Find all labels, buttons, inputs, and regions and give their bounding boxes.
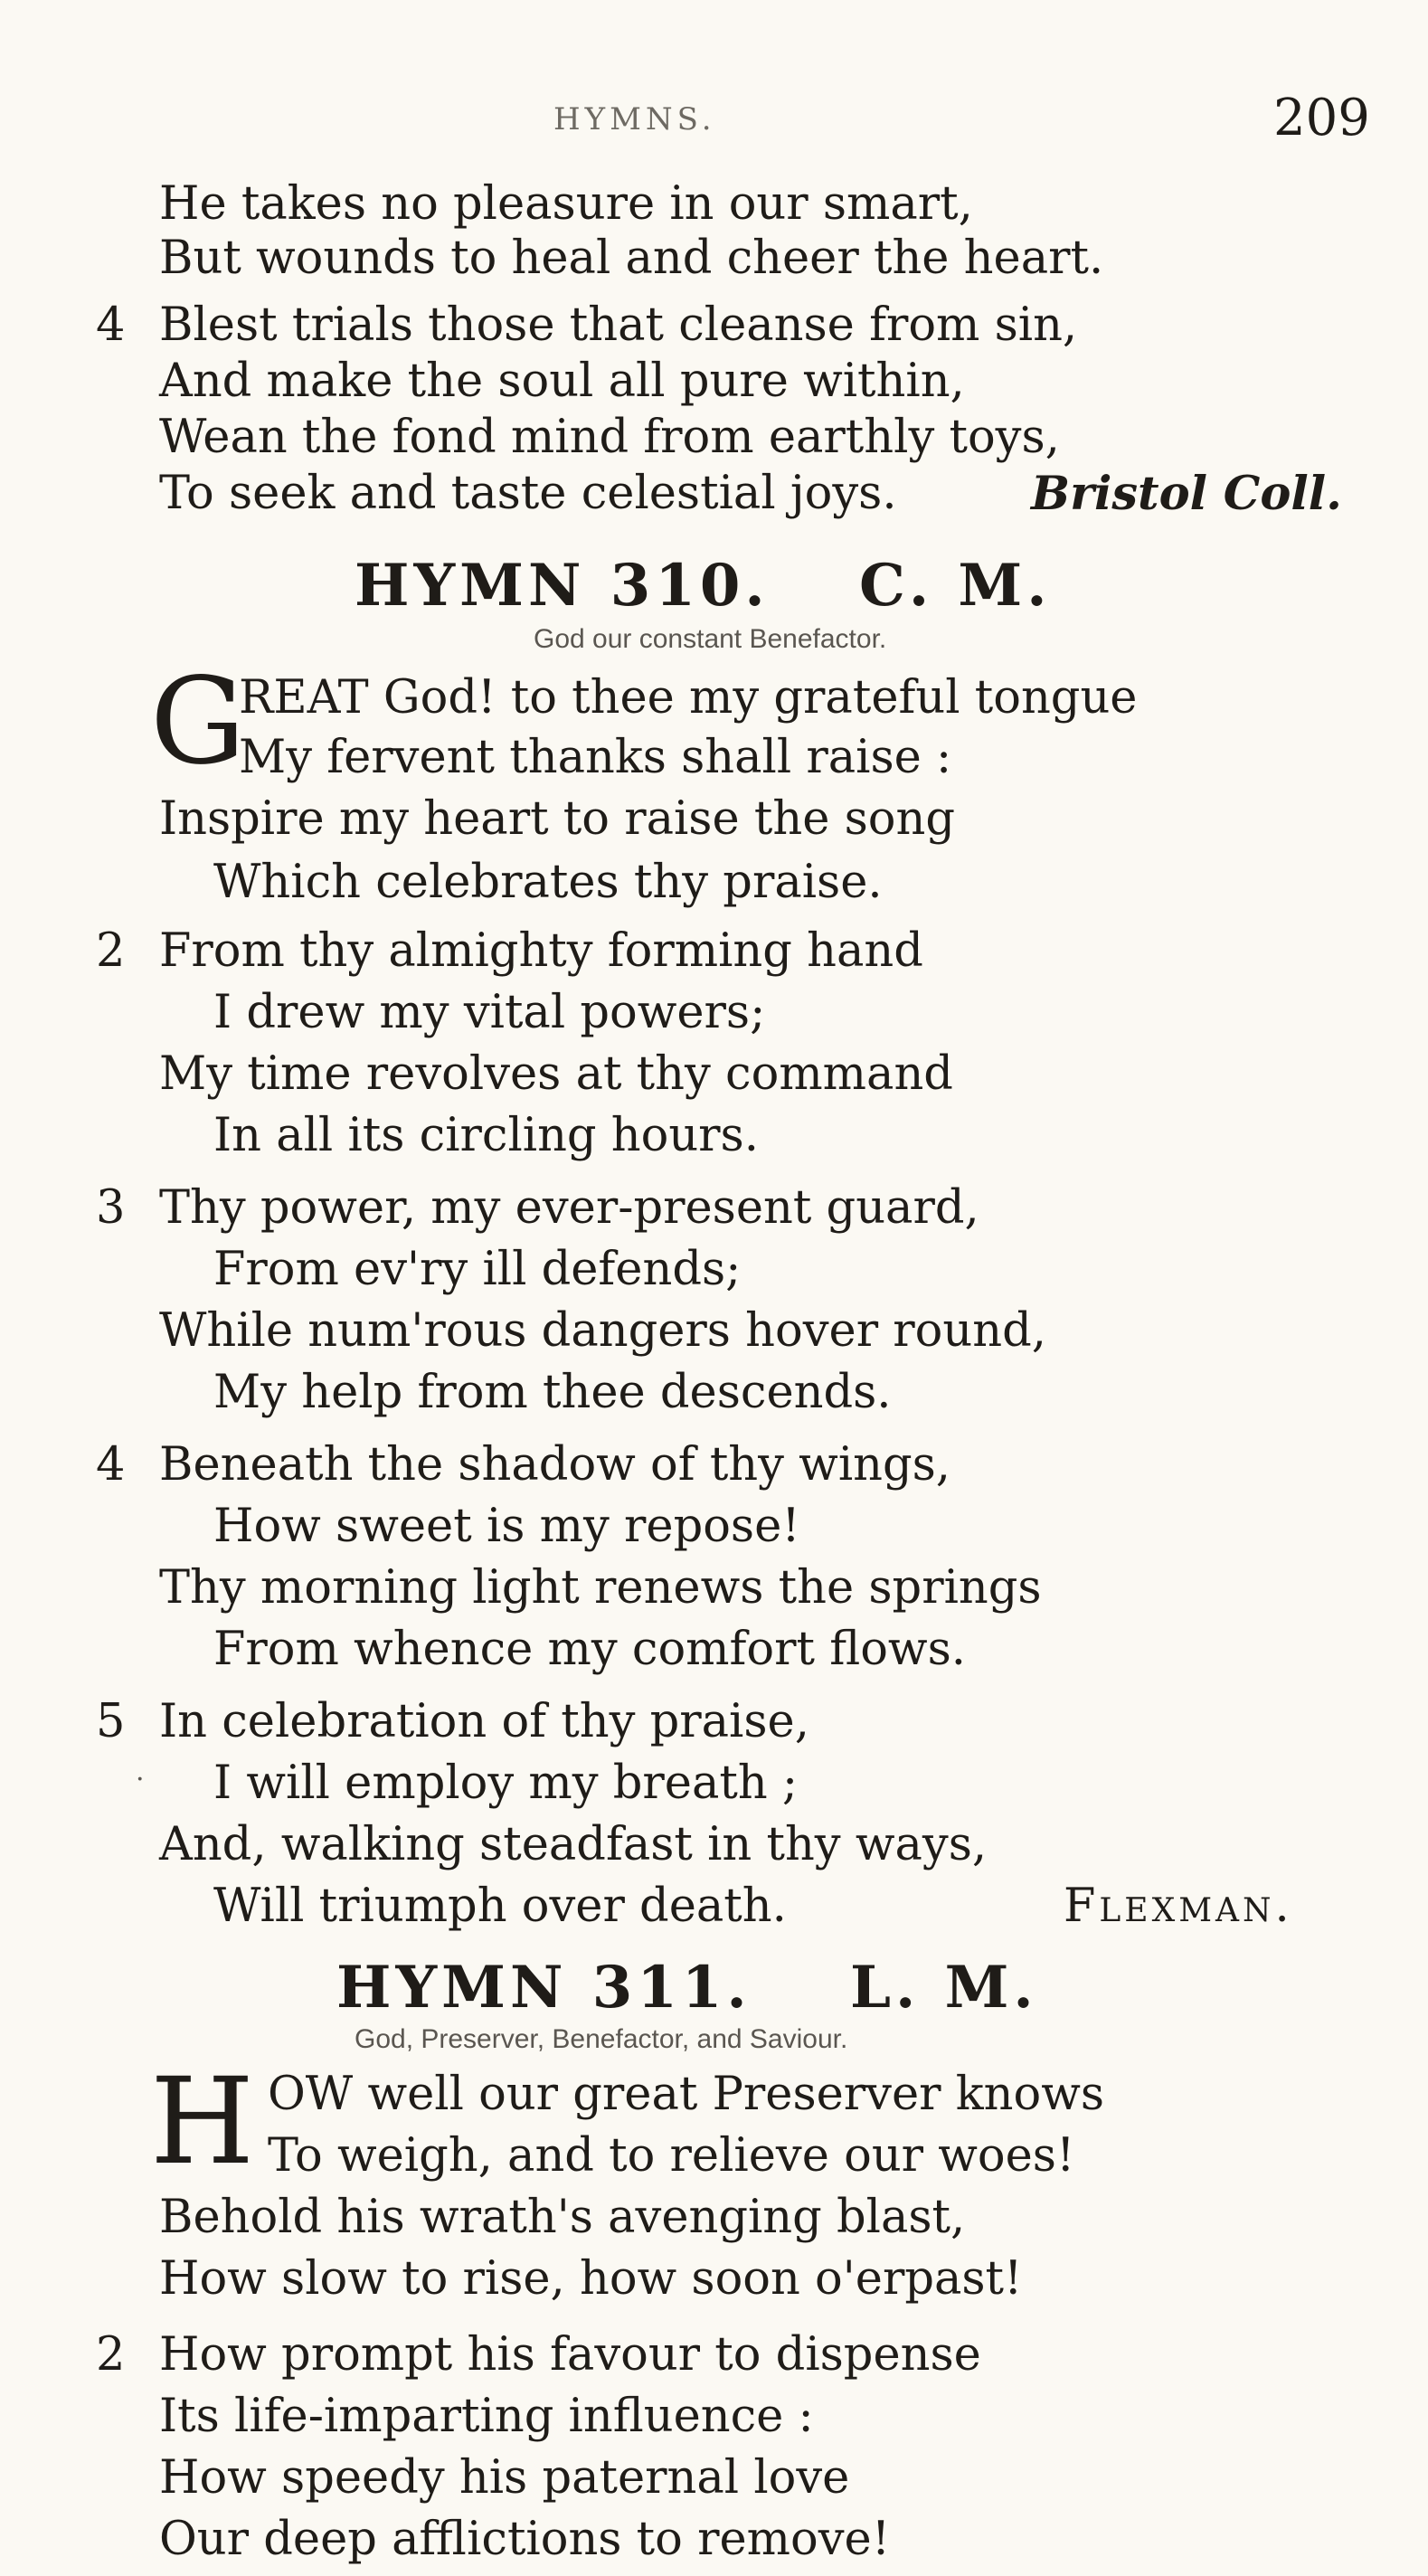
verse-line: My time revolves at thy command <box>159 1047 953 1101</box>
verse-line: To seek and taste celestial joys. <box>159 467 897 520</box>
stanza-number: 3 <box>96 1181 126 1235</box>
page-number: 209 <box>1273 89 1370 147</box>
stanza-number: 5 <box>96 1695 126 1748</box>
verse-line: Beneath the shadow of thy wings, <box>159 1438 951 1492</box>
verse-line: Will triumph over death. <box>213 1880 787 1933</box>
stanza-number: 2 <box>96 2328 126 2382</box>
hymn-title: HYMN 310. <box>355 552 770 620</box>
attribution: Bristol Coll. <box>1031 467 1342 521</box>
hymn-title: HYMN 311. <box>336 1954 752 2022</box>
stanza-number: 4 <box>96 298 126 352</box>
verse-line: While num'rous dangers hover round, <box>159 1304 1046 1358</box>
drop-cap: G <box>150 652 246 791</box>
verse-line: To weigh, and to relieve our woes! <box>268 2129 1075 2183</box>
verse-line: Blest trials those that cleanse from sin, <box>159 298 1078 352</box>
verse-line: Its life-imparting influence : <box>159 2390 814 2443</box>
attribution: Flexman. <box>1064 1880 1293 1933</box>
verse-line: And, walking steadfast in thy ways, <box>159 1818 988 1871</box>
verse-line: From whence my comfort flows. <box>213 1623 966 1676</box>
stanza-number: 2 <box>96 924 126 978</box>
verse-line: How prompt his favour to dispense <box>159 2328 981 2382</box>
verse-line: How speedy his paternal love <box>159 2451 850 2505</box>
verse-line: OW well our great Preserver knows <box>268 2068 1105 2121</box>
hymn-meter: L. M. <box>850 1954 1038 2022</box>
verse-line: I drew my vital powers; <box>213 986 766 1039</box>
hymn-subtitle: God, Preserver, Benefactor, and Saviour. <box>355 2024 848 2054</box>
hymn-meter: C. M. <box>859 552 1052 620</box>
verse-line: How sweet is my repose! <box>213 1500 800 1553</box>
verse-line: But wounds to heal and cheer the heart. <box>159 232 1104 285</box>
verse-line: From thy almighty forming hand <box>159 924 923 978</box>
verse-line: Thy morning light renews the springs <box>159 1561 1042 1615</box>
verse-line: Our deep afflictions to remove! <box>159 2513 891 2566</box>
verse-line: Thy power, my ever-present guard, <box>159 1181 979 1235</box>
stanza-number: 4 <box>96 1438 126 1492</box>
verse-line: From ev'ry ill defends; <box>213 1243 742 1296</box>
verse-line: Which celebrates thy praise. <box>213 856 883 909</box>
stray-mark: · <box>136 1764 145 1795</box>
verse-line: My help from thee descends. <box>213 1366 892 1419</box>
verse-line: And make the soul all pure within, <box>159 355 965 408</box>
verse-line: How slow to rise, how soon o'erpast! <box>159 2252 1023 2306</box>
running-title: HYMNS. <box>553 101 716 137</box>
verse-line: In all its circling hours. <box>213 1109 759 1162</box>
verse-line: REAT God! to thee my grateful tongue <box>239 671 1138 724</box>
verse-line: Behold his wrath's avenging blast, <box>159 2191 966 2244</box>
verse-line: Inspire my heart to raise the song <box>159 792 955 846</box>
hymn-subtitle: God our constant Benefactor. <box>534 624 887 654</box>
drop-cap: H <box>150 2052 255 2192</box>
verse-line: My fervent thanks shall raise : <box>239 731 952 784</box>
verse-line: Wean the fond mind from earthly toys, <box>159 411 1060 464</box>
verse-line: I will employ my breath ; <box>213 1757 799 1810</box>
verse-line: In celebration of thy praise, <box>159 1695 809 1748</box>
verse-line: He takes no pleasure in our smart, <box>159 177 973 231</box>
